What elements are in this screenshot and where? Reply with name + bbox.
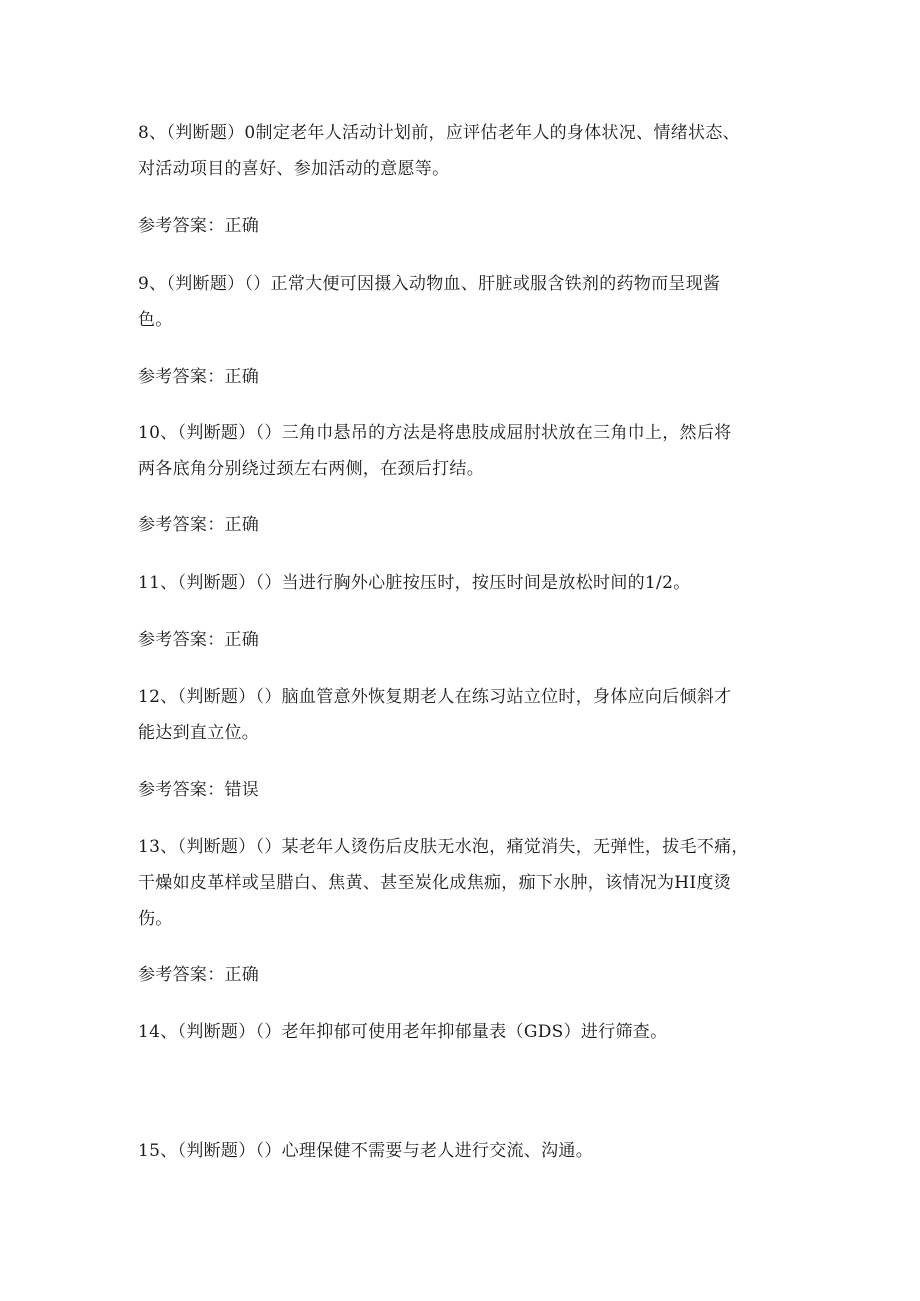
question-9-line-2: 色。 (138, 310, 173, 330)
answer-13: 参考答案：正确 (138, 965, 260, 985)
question-13-line-3: 伤。 (138, 909, 173, 929)
question-12-line-2: 能达到直立位。 (138, 723, 260, 743)
question-10-line-2: 两各底角分别绕过颈左右两侧，在颈后打结。 (138, 459, 484, 479)
question-12-line-1: 12、（判断题）（）脑血管意外恢复期老人在练习站立位时，身体应向后倾斜才 (138, 687, 732, 707)
question-14-line-1: 14、（判断题）（）老年抑郁可使用老年抑郁量表（GDS）进行筛查。 (138, 1022, 668, 1042)
answer-10: 参考答案：正确 (138, 515, 260, 535)
question-8-line-1: 8、（判断题）0制定老年人活动计划前，应评估老年人的身体状况、情绪状态、 (138, 123, 740, 143)
question-8-line-2: 对活动项目的喜好、参加活动的意愿等。 (138, 159, 450, 179)
answer-8: 参考答案：正确 (138, 216, 260, 236)
answer-11: 参考答案：正确 (138, 630, 260, 650)
question-15-line-1: 15、（判断题）（）心理保健不需要与老人进行交流、沟通。 (138, 1141, 594, 1161)
question-9-line-1: 9、（判断题）（）正常大便可因摄入动物血、肝脏或服含铁剂的药物而呈现酱 (138, 274, 721, 294)
question-13-line-2: 干燥如皮革样或呈腊白、焦黄、甚至炭化成焦痂，痂下水肿，该情况为HI度烫 (138, 873, 732, 893)
question-13-line-1: 13、（判断题）（）某老年人烫伤后皮肤无水泡，痛觉消失，无弹性，拔毛不痛， (138, 837, 749, 857)
question-11-line-1: 11、（判断题）（）当进行胸外心脏按压时，按压时间是放松时间的1/2。 (138, 573, 691, 593)
answer-12: 参考答案：错误 (138, 780, 260, 800)
answer-9: 参考答案：正确 (138, 367, 260, 387)
question-10-line-1: 10、（判断题）（）三角巾悬吊的方法是将患肢成屈肘状放在三角巾上，然后将 (138, 423, 732, 443)
